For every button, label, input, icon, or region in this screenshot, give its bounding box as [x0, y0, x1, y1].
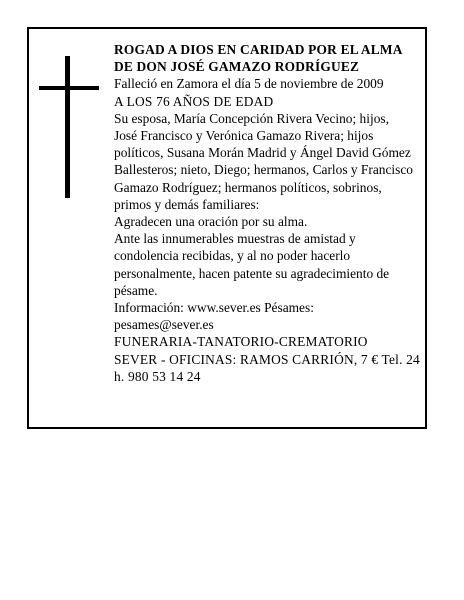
age-line: A LOS 76 AÑOS DE EDAD — [114, 93, 274, 109]
funeral-home-line: h. 980 53 14 24 — [114, 368, 201, 384]
death-line: Falleció en Zamora el día 5 de noviembre de 2009 — [114, 76, 384, 92]
cross-horizontal-bar — [39, 86, 99, 90]
thanks-line: condolencia recibidas, y al no poder hacerlo — [114, 248, 351, 264]
heading-line-1: ROGAD A DIOS EN CARIDAD POR EL ALMA — [114, 42, 403, 57]
cross-vertical-bar — [65, 56, 70, 198]
funeral-home-line: SEVER - OFICINAS: RAMOS CARRIÓN, 7 € Tel. 24 — [114, 351, 420, 367]
thanks-line: personalmente, hacen patente su agradecimiento de — [114, 265, 390, 281]
family-line: José Francisco y Verónica Gamazo Rivera; hijos — [114, 128, 374, 144]
thanks-line: pésame. — [114, 282, 158, 298]
info-line: pesames@sever.es — [114, 317, 214, 333]
prayer-line: Agradecen una oración por su alma. — [114, 214, 308, 230]
family-line: políticos, Susana Morán Madrid y Ángel David Gómez — [114, 145, 411, 161]
family-line: Su esposa, María Concepción Rivera Vecino; hijos, — [114, 110, 389, 126]
info-line: Información: www.sever.es Pésames: — [114, 300, 314, 316]
thanks-line: Ante las innumerables muestras de amistad y — [114, 231, 356, 247]
family-line: Ballesteros; nieto, Diego; hermanos, Carlos y Francisco — [114, 162, 413, 178]
heading-line-2: DE DON JOSÉ GAMAZO RODRÍGUEZ — [114, 59, 360, 75]
family-line: primos y demás familiares: — [114, 196, 260, 212]
cross-icon — [39, 56, 99, 198]
notice-text — [114, 41, 426, 385]
funeral-home-line: FUNERARIA-TANATORIO-CREMATORIO — [114, 334, 368, 350]
obituary-notice — [27, 27, 427, 429]
family-line: Gamazo Rodríguez; hermanos políticos, sobrinos, — [114, 179, 382, 195]
